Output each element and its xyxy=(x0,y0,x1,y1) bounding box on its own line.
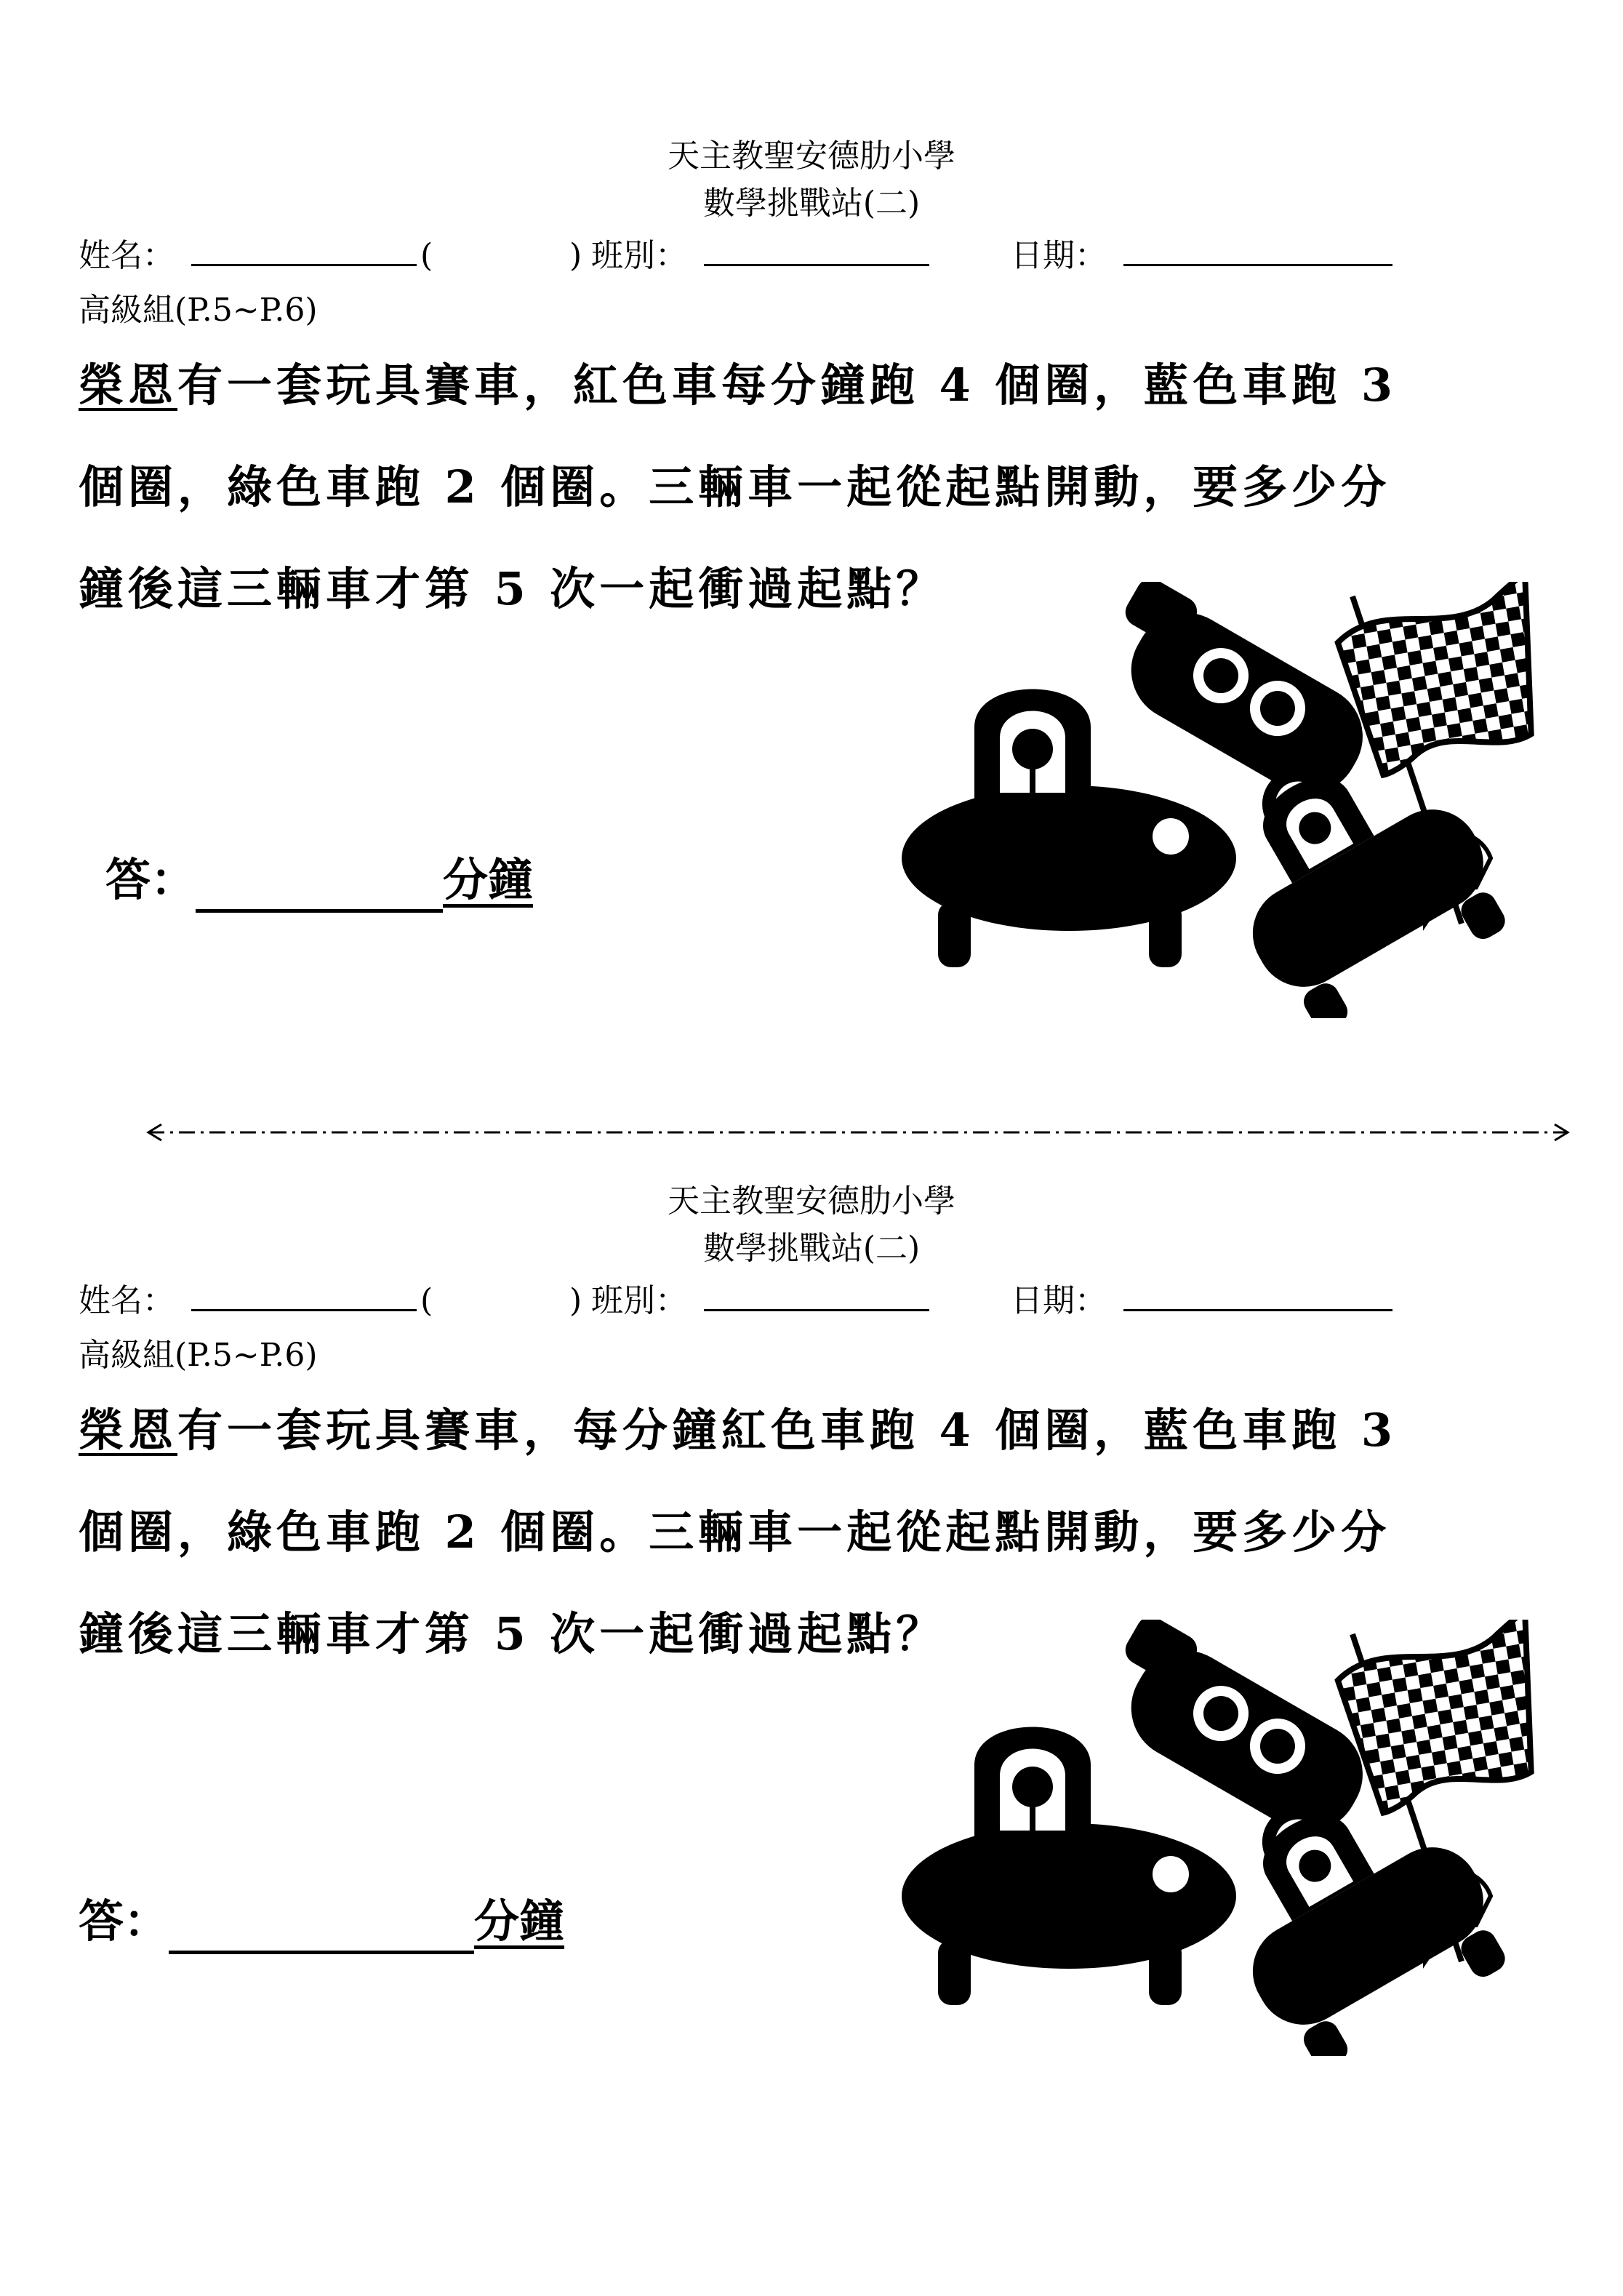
school-name: 天主教聖安德肋小學 xyxy=(668,1183,955,1220)
class-number-close: ) xyxy=(569,1282,582,1319)
worksheet-bottom xyxy=(0,1045,1623,2136)
question-line-1 xyxy=(79,1398,1397,1463)
question-text-1: 有一套玩具賽車，紅色車每分鐘跑 4 個圈，藍色車跑 3 xyxy=(177,359,1398,412)
question-line-1 xyxy=(79,353,1397,418)
answer-label: 答： xyxy=(105,853,196,906)
question-line-2: 個圈，綠色車跑 2 個圈。三輛車一起從起點開動，要多少分 xyxy=(79,460,1391,513)
class-label: 班別： xyxy=(591,1282,687,1319)
class-number-field[interactable] xyxy=(493,1279,537,1316)
class-number-open: ( xyxy=(420,237,433,274)
answer-label: 答： xyxy=(79,1895,169,1948)
class-number-field[interactable] xyxy=(493,234,537,271)
question-line-3: 鐘後這三輛車才第 5 次一起衝過起點？ xyxy=(79,562,946,615)
school-name: 天主教聖安德肋小學 xyxy=(668,137,955,175)
class-field[interactable] xyxy=(704,234,929,278)
answer-unit: 分鐘 xyxy=(474,1895,565,1948)
answer-row xyxy=(105,847,533,913)
class-number-open: ( xyxy=(420,1282,433,1319)
question-text-1: 有一套玩具賽車，每分鐘紅色車跑 4 個圈，藍色車跑 3 xyxy=(177,1404,1398,1457)
class-field[interactable] xyxy=(704,1279,929,1323)
grade-level: 高級組(P.5~P.6) xyxy=(79,292,318,329)
name-field[interactable] xyxy=(191,1279,417,1323)
date-field[interactable] xyxy=(1123,1279,1392,1323)
answer-unit: 分鐘 xyxy=(443,853,534,906)
date-label: 日期： xyxy=(1011,1282,1107,1319)
class-label: 班別： xyxy=(591,237,687,274)
date-label: 日期： xyxy=(1011,237,1107,274)
worksheet-title: 數學挑戰站(二) xyxy=(702,1230,921,1267)
student-name-highlight: 榮恩 xyxy=(79,1404,178,1457)
worksheet-top xyxy=(0,0,1623,1091)
name-label: 姓名： xyxy=(79,1282,175,1319)
answer-field[interactable] xyxy=(196,858,443,913)
grade-level: 高級組(P.5~P.6) xyxy=(79,1337,318,1374)
race-cars-checkered-flag-clipart xyxy=(902,582,1542,1018)
answer-field[interactable] xyxy=(169,1900,474,1954)
student-name-highlight: 榮恩 xyxy=(79,359,178,412)
race-cars-checkered-flag-clipart xyxy=(902,1620,1542,2056)
name-label: 姓名： xyxy=(79,237,175,274)
class-number-close: ) xyxy=(569,237,582,274)
question-line-2: 個圈，綠色車跑 2 個圈。三輛車一起從起點開動，要多少分 xyxy=(79,1505,1391,1559)
date-field[interactable] xyxy=(1123,234,1392,278)
question-line-3: 鐘後這三輛車才第 5 次一起衝過起點？ xyxy=(79,1607,946,1660)
worksheet-title: 數學挑戰站(二) xyxy=(702,185,921,222)
name-field[interactable] xyxy=(191,234,417,278)
answer-row xyxy=(79,1889,564,1954)
